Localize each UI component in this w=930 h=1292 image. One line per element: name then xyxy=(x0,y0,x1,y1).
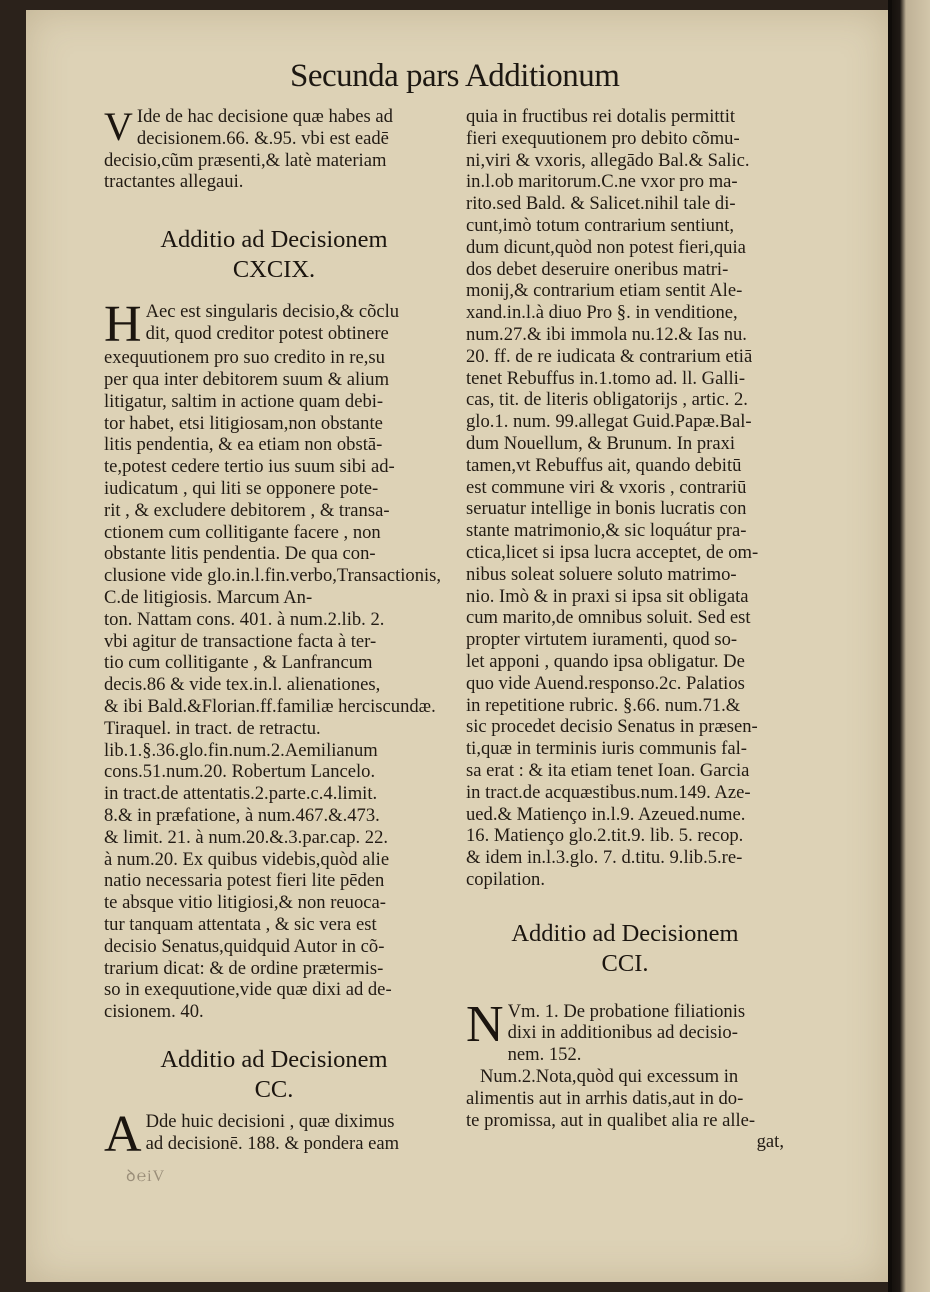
text-line: clusione vide glo.in.l.fin.verbo,Transactionis, xyxy=(104,565,442,587)
text-line: in tract.de acquæstibus.num.149. Aze- xyxy=(466,781,751,803)
text-line: tractantes allegaui. xyxy=(104,171,244,193)
text-line: glo.1. num. 99.allegat Guid.Papæ.Bal- xyxy=(466,411,752,433)
text-line: fieri exequutionem pro debito cõmu- xyxy=(466,127,740,149)
text-line: copilation. xyxy=(466,868,546,890)
heading-number: CCI. xyxy=(601,949,649,977)
text-line: tur tanquam attentata , & sic vera est xyxy=(104,913,377,935)
text-line: sic procedet decisio Senatus in præsen- xyxy=(466,716,758,738)
text-line: litigatur, saltim in actione quam debi- xyxy=(104,390,384,412)
text-line: quo vide Auend.responso.2c. Palatios xyxy=(466,672,745,694)
text-line: dixi in additionibus ad decisio- xyxy=(507,1022,738,1044)
text-line: Ide de hac decisione quæ habes ad xyxy=(136,106,393,127)
text-line: litis pendentia, & ea etiam non obstā- xyxy=(104,434,383,456)
text-line: per qua inter debitorem suum & alium xyxy=(104,368,390,390)
text-line: & ibi Bald.&Florian.ff.familiæ herciscundæ. xyxy=(104,695,436,717)
text-line: tamen,vt Rebuffus ait, quando debitū xyxy=(466,454,742,476)
text-line: let apponi , quando ipsa obligatur. De xyxy=(466,650,745,672)
text-line: 20. ff. de re iudicata & contrarium etiā xyxy=(466,345,753,367)
catchword: gat, xyxy=(756,1131,784,1153)
text-line: tor habet, etsi litigiosam,non obstante xyxy=(104,412,383,434)
text-line: decisio Senatus,quidquid Autor in cõ- xyxy=(104,935,385,957)
heading-line: Additio ad Decisionem xyxy=(511,919,739,947)
left-column xyxy=(104,104,444,1163)
text-line: Aec est singularis decisio,& cõclu xyxy=(145,301,400,323)
text-line: rito.sed Bald. & Salicet.nihil tale di- xyxy=(466,193,736,215)
section-heading-cc xyxy=(104,1045,444,1105)
text-line: ad decisionē. 188. & pondera eam xyxy=(145,1132,400,1154)
text-line: à num.20. Ex quibus videbis,quòd alie xyxy=(104,848,390,870)
text-line: tenet Rebuffus in.1.tomo ad. ll. Galli- xyxy=(466,367,746,389)
right-column xyxy=(466,106,784,1153)
section-heading-cxcix xyxy=(104,225,444,285)
text-line: te absque vitio litigiosi,& non reuoca- xyxy=(104,892,386,914)
text-line: quia in fructibus rei dotalis permittit xyxy=(466,106,736,127)
text-line: nio. Imò & in praxi si ipsa sit obligata xyxy=(466,585,749,607)
dropcap: A xyxy=(104,1105,142,1163)
text-line: decisio,cũm præsenti,& latè materiam xyxy=(104,149,387,171)
text-line: Num.2.Nota,quòd qui excessum in xyxy=(480,1066,739,1088)
intro-paragraph xyxy=(104,106,444,193)
text-line: ti,quæ in terminis iuris communis fal- xyxy=(466,738,747,760)
text-line: C.de litigiosis. Marcum An- xyxy=(104,586,313,608)
text-line: ni,viri & vxoris, allegādo Bal.& Salic. xyxy=(466,149,750,171)
text-line: monij,& contrarium etiam sentit Ale- xyxy=(466,280,743,302)
text-line: alimentis aut in arrhis datis,aut in do- xyxy=(466,1087,744,1109)
text-line: in tract.de attentatis.2.parte.c.4.limit. xyxy=(104,783,378,805)
text-line: Tiraquel. in tract. de retractu. xyxy=(104,717,321,739)
text-line: rit , & excludere debitorem , & transa- xyxy=(104,499,390,521)
text-line: 16. Matienço glo.2.tit.9. lib. 5. recop. xyxy=(466,825,744,847)
text-line: natio necessaria potest fieri lite pēden xyxy=(104,870,385,892)
text-line: dit, quod creditor potest obtinere xyxy=(145,322,389,344)
text-line: dum Nouellum, & Brunum. In praxi xyxy=(466,432,736,454)
text-line: seruatur intellige in bonis lucratis con xyxy=(466,498,747,520)
section-heading-cci xyxy=(466,919,784,979)
text-line: ton. Nattam cons. 401. à num.2.lib. 2. xyxy=(104,608,385,630)
heading-number: CXCIX. xyxy=(232,256,316,284)
running-header: Secunda pars Additionum xyxy=(290,58,620,94)
text-line: & idem in.l.3.glo. 7. d.titu. 9.lib.5.re- xyxy=(466,847,743,869)
text-line: so in exequutione,vide quæ dixi ad de- xyxy=(104,979,392,1001)
text-line: 8.& in præfatione, à num.467.&.473. xyxy=(104,804,380,826)
text-line: exequutionem pro suo credito in re,su xyxy=(104,347,385,369)
text-line: vbi agitur de transactione facta à ter- xyxy=(104,630,377,652)
text-line: in.l.ob maritorum.C.ne vxor pro ma- xyxy=(466,171,738,193)
text-line: ctica,licet si ipsa lucra acceptet, de om- xyxy=(466,541,759,563)
text-line: in repetitione rubric. §.66. num.71.& xyxy=(466,694,741,716)
text-line: sa erat : & ita etiam tenet Ioan. Garcia xyxy=(466,759,750,781)
text-line: cunt,imò totum contrarium sentiunt, xyxy=(466,214,735,236)
text-line: propter virtutem iuramenti, quod so- xyxy=(466,629,738,651)
continued-paragraph xyxy=(466,106,784,891)
text-line: decisionem.66. &.95. vbi est eadē xyxy=(136,127,389,149)
bleed-through-mark: ꝺ℮iV xyxy=(126,1168,166,1185)
adjacent-page-edge xyxy=(892,0,930,1292)
text-line: tio cum collitigante , & Lanfrancum xyxy=(104,652,373,674)
text-line: num.27.& ibi immola nu.12.& Ias nu. xyxy=(466,323,747,345)
text-line: nem. 152. xyxy=(507,1044,582,1066)
text-line: ctionem cum collitigante facere , non xyxy=(104,521,381,543)
text-line: cum marito,de omnibus soluit. Sed est xyxy=(466,607,751,629)
paragraph-cc xyxy=(104,1105,444,1163)
text-line: dum dicunt,quòd non potest fieri,quia xyxy=(466,236,746,258)
text-line: cisionem. 40. xyxy=(104,1001,204,1023)
text-line: est commune viri & vxoris , contrariū xyxy=(466,476,747,498)
heading-line: Additio ad Decisionem xyxy=(160,1045,388,1073)
heading-line: Additio ad Decisionem xyxy=(160,226,388,254)
paragraph-cci-note xyxy=(466,1066,784,1131)
text-line: xand.in.l.à diuo Pro §. in venditione, xyxy=(466,302,738,324)
dropcap: V xyxy=(104,104,133,149)
text-line: stante matrimonio,& sic loquátur pra- xyxy=(466,520,747,542)
text-line: cas, tit. de literis obligatorijs , artic. 2. xyxy=(466,389,748,411)
text-line: Vm. 1. De probatione filiationis xyxy=(507,1000,746,1022)
text-line: te,potest cedere tertio ius suum sibi ad- xyxy=(104,456,395,478)
text-line: trarium dicat: & de ordine prætermis- xyxy=(104,957,384,979)
paragraph-cxcix xyxy=(104,296,444,1023)
text-line: cons.51.num.20. Robertum Lancelo. xyxy=(104,761,376,783)
text-line: nibus soleat soluere soluto matrimo- xyxy=(466,563,737,585)
text-line: & limit. 21. à num.20.&.3.par.cap. 22. xyxy=(104,826,389,848)
text-line: Dde huic decisioni , quæ diximus xyxy=(145,1110,395,1132)
text-line: iudicatum , qui liti se opponere pote- xyxy=(104,477,379,499)
text-line: ued.& Matienço in.l.9. Azeued.nume. xyxy=(466,803,746,825)
text-line: dos debet deseruire oneribus matri- xyxy=(466,258,729,280)
text-line: lib.1.§.36.glo.fin.num.2.Aemilianum xyxy=(104,739,378,761)
text-line: obstante litis pendentia. De qua con- xyxy=(104,543,376,565)
heading-number: CC. xyxy=(254,1075,294,1103)
paragraph-cci xyxy=(466,995,784,1066)
text-line: te promissa, aut in qualibet alia re alle- xyxy=(466,1109,756,1131)
dropcap: N xyxy=(466,995,504,1053)
dropcap: H xyxy=(104,296,142,354)
text-line: decis.86 & vide tex.in.l. alienationes, xyxy=(104,674,381,696)
